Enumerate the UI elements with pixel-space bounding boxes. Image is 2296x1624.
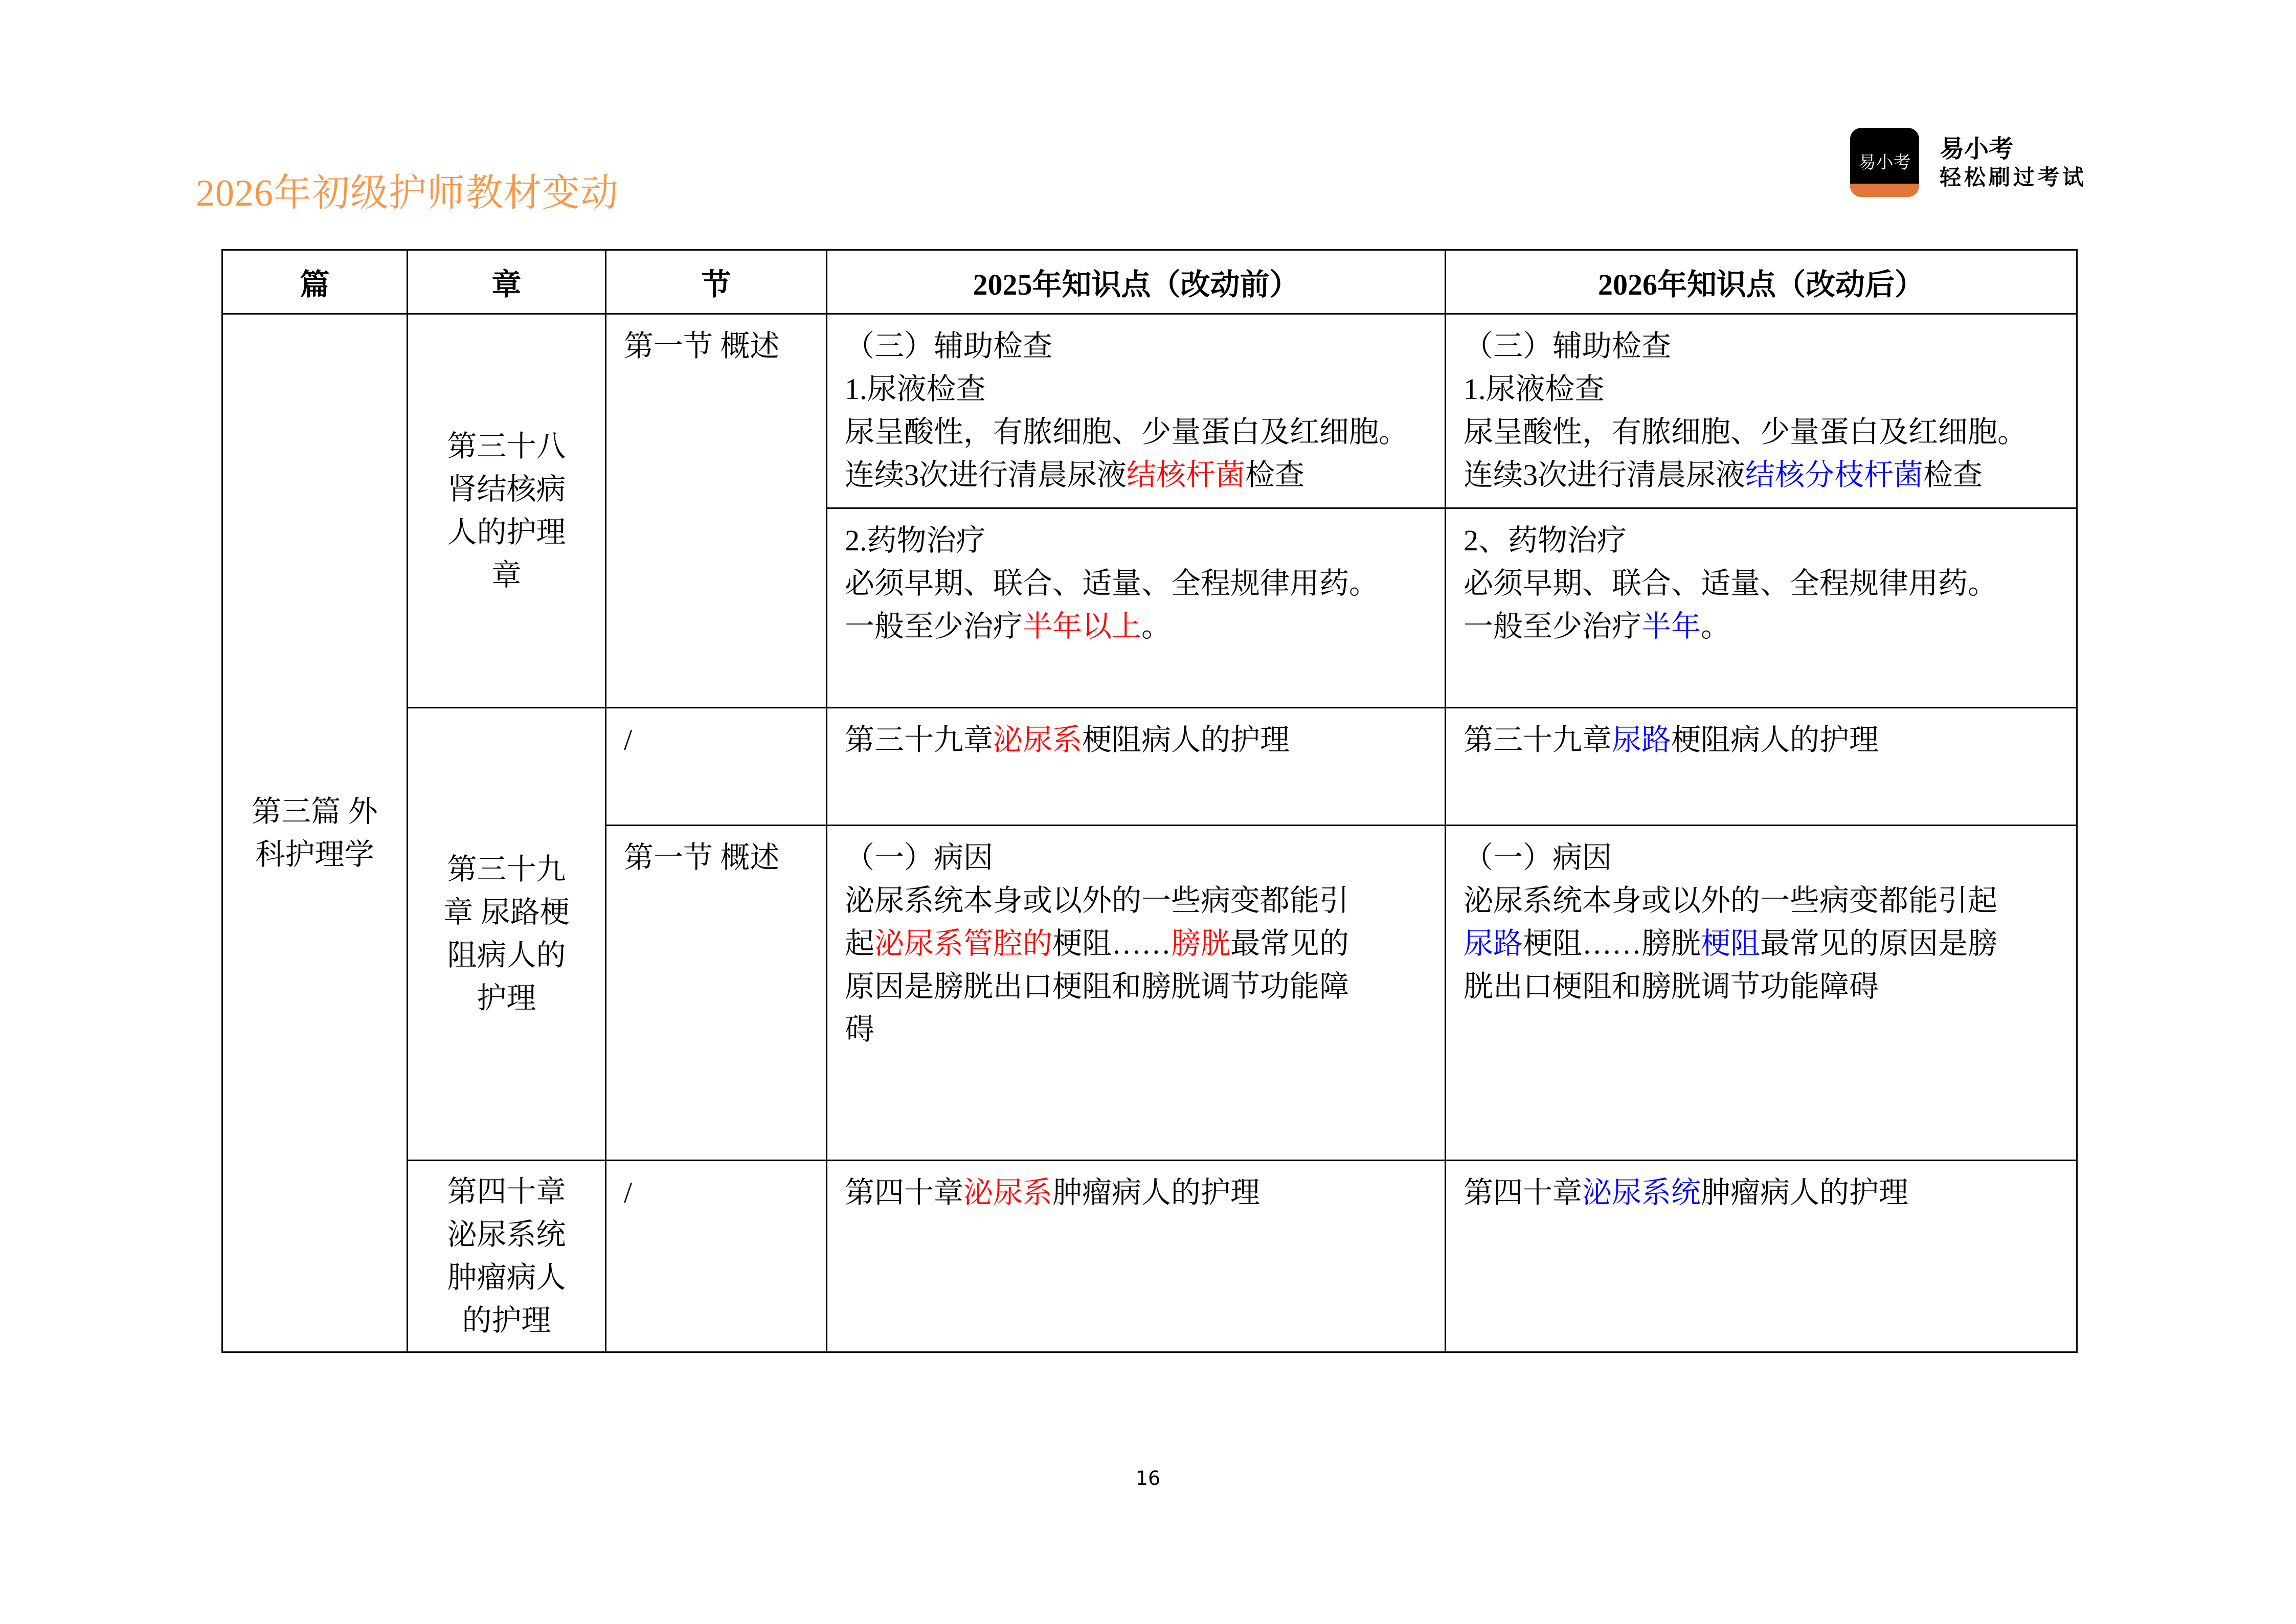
plain-text: 泌尿系统本身或以外的一些病变都能引起 <box>1464 884 1998 917</box>
after-text <box>1446 708 2076 767</box>
plain-text: 碍 <box>845 1013 875 1046</box>
plain-text: 第四十章 <box>845 1176 964 1209</box>
text-line <box>845 605 1427 648</box>
part-cell <box>222 314 408 1352</box>
before-text <box>827 826 1445 1056</box>
comparison-table <box>221 249 2078 1353</box>
text-line <box>845 836 1427 879</box>
plain-text: 最常见的 <box>1230 927 1349 960</box>
brand-slogan: 轻松刷过考试 <box>1940 165 2087 190</box>
after-cell <box>1446 1161 2077 1352</box>
chapter-cell <box>408 314 606 708</box>
text-line <box>1464 836 2059 879</box>
chapter-label: 第三十九章 尿路梗阻病人的护理 <box>443 853 570 1015</box>
text-line <box>845 719 1427 762</box>
page-number: 16 <box>1135 1467 1161 1489</box>
plain-text: 最常见的原因是膀 <box>1760 927 1998 960</box>
text-line <box>845 879 1427 922</box>
after-cell <box>1446 314 2077 508</box>
text-line <box>845 1171 1427 1214</box>
after-text <box>1446 1161 2076 1219</box>
plain-text: 起 <box>845 927 875 960</box>
brand-text <box>1940 134 2087 191</box>
plain-text: 梗阻病人的护理 <box>1671 723 1879 757</box>
plain-text: 连续3次进行清晨尿液 <box>1464 458 1746 492</box>
plain-text: （三）辅助检查 <box>845 329 1053 363</box>
added-text: 尿路 <box>1464 927 1523 960</box>
plain-text: 连续3次进行清晨尿液 <box>845 458 1127 492</box>
plain-text: 2.药物治疗 <box>845 524 986 557</box>
after-cell <box>1446 826 2077 1161</box>
header-after: 2026年知识点（改动后） <box>1446 250 2077 314</box>
removed-text: 泌尿系 <box>993 723 1083 757</box>
plain-text: 尿呈酸性，有脓细胞、少量蛋白及红细胞。 <box>1464 415 2028 449</box>
text-line <box>1464 1171 2059 1214</box>
before-cell <box>827 314 1446 508</box>
section-cell <box>606 708 827 826</box>
removed-text: 膀胱 <box>1171 927 1231 960</box>
brand-logo <box>1850 128 2087 197</box>
plain-text: 。 <box>1701 610 1731 643</box>
before-text <box>827 509 1445 653</box>
removed-text: 结核杆菌 <box>1127 458 1246 492</box>
chapter-label: 第三十八肾结核病人的护理章 <box>447 429 566 592</box>
before-cell <box>827 508 1446 708</box>
section-cell <box>606 1161 827 1352</box>
plain-text: 检查 <box>1923 458 1983 492</box>
text-line <box>1464 922 2059 965</box>
plain-text: 必须早期、联合、适量、全程规律用药。 <box>1464 567 1998 600</box>
section-label: 第一节 概述 <box>624 329 780 363</box>
section-label: / <box>624 1176 633 1209</box>
plain-text: 2、药物治疗 <box>1464 524 1627 557</box>
plain-text: （一）病因 <box>1464 841 1612 874</box>
text-line <box>1464 519 2059 562</box>
plain-text: 一般至少治疗 <box>845 610 1023 643</box>
text-line <box>845 454 1427 497</box>
table-row <box>222 708 2077 826</box>
plain-text: 第三十九章 <box>1464 723 1612 757</box>
chapter-label: 第四十章泌尿系统肿瘤病人的护理 <box>447 1175 566 1337</box>
brand-name: 易小考 <box>1940 135 2014 164</box>
table-row <box>222 1161 2077 1352</box>
plain-text: 必须早期、联合、适量、全程规律用药。 <box>845 567 1379 600</box>
after-cell <box>1446 508 2077 708</box>
plain-text: 原因是膀胱出口梗阻和膀胱调节功能障 <box>845 970 1349 1003</box>
before-text <box>827 315 1445 502</box>
removed-text: 泌尿系 <box>963 1176 1053 1209</box>
plain-text: （一）病因 <box>845 841 994 874</box>
text-line <box>845 325 1427 368</box>
section-cell <box>606 314 827 708</box>
chapter-cell <box>408 708 606 1161</box>
plain-text: 梗阻…… <box>1052 927 1172 960</box>
plain-text: 第三十九章 <box>845 723 994 757</box>
header-before: 2025年知识点（改动前） <box>827 250 1446 314</box>
text-line <box>845 1008 1427 1051</box>
header-part: 篇 <box>222 250 408 314</box>
after-text <box>1446 826 2076 1013</box>
text-line <box>1464 325 2059 368</box>
section-label: 第一节 概述 <box>624 841 780 874</box>
text-line <box>1464 411 2059 454</box>
text-line <box>1464 879 2059 922</box>
added-text: 尿路 <box>1612 723 1672 757</box>
added-text: 结核分枝杆菌 <box>1745 458 1924 492</box>
text-line <box>845 965 1427 1008</box>
before-cell <box>827 1161 1446 1352</box>
removed-text: 泌尿系管腔的 <box>874 927 1053 960</box>
text-line <box>1464 454 2059 497</box>
text-line <box>845 411 1427 454</box>
text-line <box>1464 965 2059 1008</box>
plain-text: 泌尿系统本身或以外的一些病变都能引 <box>845 884 1349 917</box>
after-cell <box>1446 708 2077 826</box>
added-text: 梗阻 <box>1701 927 1761 960</box>
text-line <box>1464 719 2059 762</box>
plain-text: 检查 <box>1245 458 1305 492</box>
added-text: 泌尿系统 <box>1582 1176 1701 1209</box>
before-cell <box>827 826 1446 1161</box>
after-text <box>1446 315 2076 502</box>
header-section: 节 <box>606 250 827 314</box>
text-line <box>1464 368 2059 411</box>
plain-text: 梗阻病人的护理 <box>1082 723 1290 757</box>
table-row <box>222 314 2077 508</box>
before-text <box>827 708 1445 767</box>
app-icon-band <box>1850 184 1919 197</box>
table-header-row <box>222 250 2077 314</box>
text-line <box>845 368 1427 411</box>
plain-text: 。 <box>1141 610 1172 643</box>
section-cell <box>606 826 827 1161</box>
before-cell <box>827 708 1446 826</box>
plain-text: 肿瘤病人的护理 <box>1701 1176 1909 1209</box>
header-chapter: 章 <box>408 250 606 314</box>
after-text <box>1446 509 2076 653</box>
text-line <box>1464 562 2059 605</box>
plain-text: 1.尿液检查 <box>845 372 986 406</box>
plain-text: 一般至少治疗 <box>1464 610 1642 643</box>
section-label: / <box>624 723 633 757</box>
before-text <box>827 1161 1445 1219</box>
text-line <box>845 519 1427 562</box>
plain-text: 肿瘤病人的护理 <box>1052 1176 1260 1209</box>
text-line <box>845 922 1427 965</box>
page-title: 2026年初级护师教材变动 <box>196 172 619 214</box>
plain-text: 梗阻……膀胱 <box>1523 927 1701 960</box>
plain-text: 胱出口梗阻和膀胱调节功能障碍 <box>1464 970 1879 1003</box>
part-label: 第三篇 外科护理学 <box>252 794 378 871</box>
plain-text: 尿呈酸性，有脓细胞、少量蛋白及红细胞。 <box>845 415 1409 449</box>
added-text: 半年 <box>1641 610 1701 643</box>
plain-text: 第四十章 <box>1464 1176 1583 1209</box>
removed-text: 半年以上 <box>1023 610 1142 643</box>
text-line <box>1464 605 2059 648</box>
chapter-cell <box>408 1161 606 1352</box>
app-icon <box>1850 128 1919 197</box>
plain-text: 1.尿液检查 <box>1464 372 1605 406</box>
app-icon-text: 易小考 <box>1858 152 1911 173</box>
plain-text: （三）辅助检查 <box>1464 329 1672 363</box>
text-line <box>845 562 1427 605</box>
